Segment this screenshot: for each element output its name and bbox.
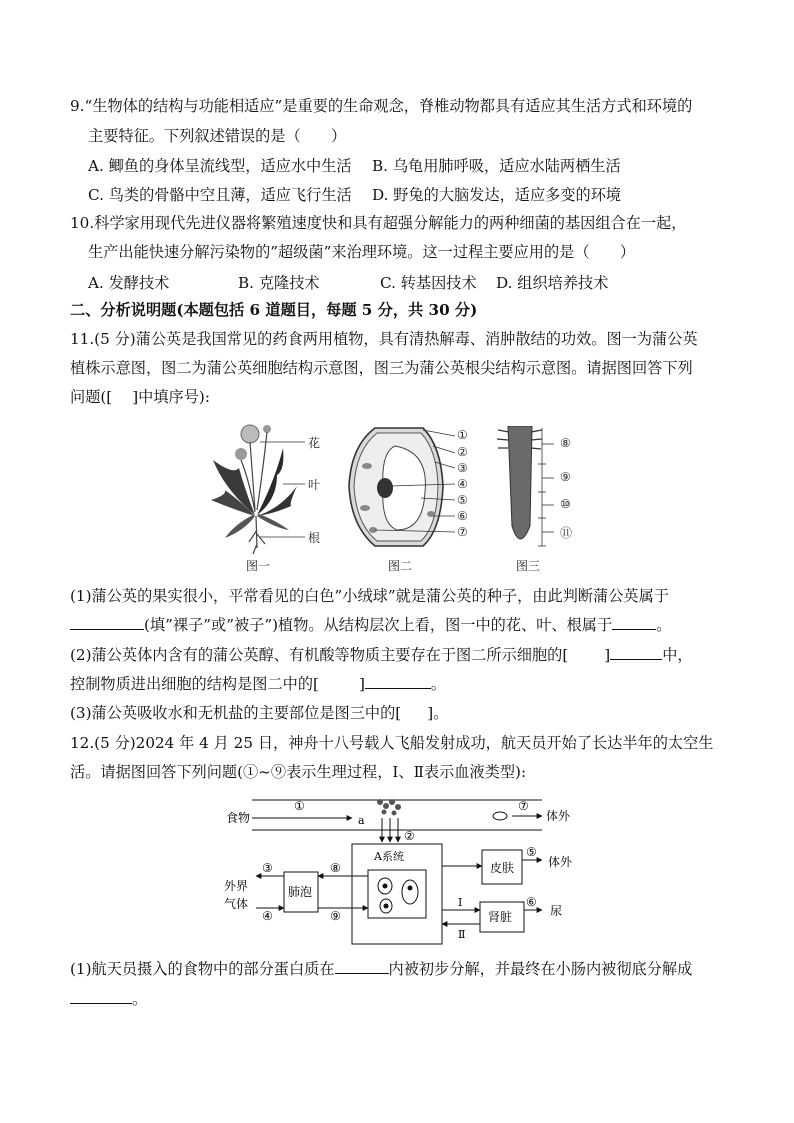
q11-sub2-line1 — [70, 645, 693, 665]
label-outer-gas-1: 外界 — [224, 879, 249, 893]
period: 。 — [132, 990, 148, 1008]
cell-label-6: ⑥ — [457, 509, 468, 523]
answer-blank[interactable] — [335, 959, 389, 974]
leaf — [257, 486, 297, 516]
answer-blank[interactable] — [612, 615, 656, 630]
q9-stem-line1: 9.“生物体的结构与功能相适应”是重要的生命观念，脊椎动物都具有适应其生活方式和环境的 — [70, 97, 693, 115]
flower-head — [241, 425, 259, 443]
chloroplast — [360, 505, 370, 511]
q11-sub3-line — [70, 703, 448, 723]
label-kidney: 肾脏 — [488, 910, 513, 924]
root-label-9: ⑨ — [560, 470, 571, 484]
flower-bud — [235, 448, 247, 460]
q11-sub2-text2: 控制物质进出细胞的结构是图二中的[ — [70, 675, 319, 693]
label-urine: 尿 — [550, 904, 563, 918]
q11-stem-line3 — [70, 387, 210, 407]
chloroplast — [362, 463, 372, 469]
figure-1-caption: 图一 — [246, 559, 271, 573]
label-9: ⑨ — [330, 909, 341, 923]
cell-label-7: ⑦ — [457, 525, 468, 539]
cell-label-5: ⑤ — [457, 493, 468, 507]
q11-sub3-text: (3)蒲公英吸收水和无机盐的主要部位是图三中的[ — [70, 704, 402, 722]
label-system-a: A系统 — [374, 850, 404, 863]
section-2-title: 二、分析说明题(本题包括 6 道题目，每题 5 分，共 30 分) — [70, 301, 478, 319]
q11-sub2-text: (2)蒲公英体内含有的蒲公英醇、有机酸等物质主要存在于图二所示细胞的[ — [70, 646, 569, 664]
label-4: ④ — [262, 909, 273, 923]
cell-label-2: ② — [457, 445, 468, 459]
q10-option-c[interactable]: C. 转基因技术 — [380, 274, 477, 292]
q11-sub1-text: (填”裸子”或”被子”)植物。从结构层次上看，图一中的花、叶、根属于 — [144, 616, 613, 634]
label-leaf: 叶 — [308, 478, 321, 492]
q11-sub1-line1: (1)蒲公英的果实很小，平常看见的白色”小绒球”就是蒲公英的种子，由此判断蒲公英属于 — [70, 587, 669, 605]
label-flower: 花 — [308, 436, 321, 450]
answer-blank[interactable] — [610, 645, 662, 660]
q11-sub3-tail: ]。 — [427, 704, 449, 722]
q11-stem-line3-a: 问题([ — [70, 388, 113, 406]
label-outside-2: 体外 — [548, 855, 573, 869]
label-outside: 体外 — [546, 809, 571, 823]
blood-vessel-box — [368, 870, 426, 918]
q9-option-d[interactable]: D. 野兔的大脑发达，适应多变的环境 — [372, 186, 622, 204]
cell-label-1: ① — [457, 428, 468, 442]
q11-stem-line3-b: ]中填序号): — [132, 388, 210, 406]
root-label-8: ⑧ — [560, 436, 571, 450]
label-6: ⑥ — [526, 895, 537, 909]
q9-option-a[interactable]: A. 鲫鱼的身体呈流线型，适应水中生活 — [88, 157, 352, 175]
label-3: ③ — [262, 861, 273, 875]
label-outer-gas-2: 气体 — [224, 897, 249, 911]
q11-sub1-line2 — [70, 615, 671, 635]
label-7: ⑦ — [518, 799, 529, 813]
label-a: a — [358, 814, 365, 827]
label-alveoli: 肺泡 — [288, 885, 313, 899]
label-blood-II: Ⅱ — [458, 928, 466, 941]
q12-stem-line2: 活。请据图回答下列问题(①~⑨表示生理过程，Ⅰ、Ⅱ表示血液类型): — [70, 763, 527, 781]
bracket: ] — [358, 675, 365, 693]
figure-3-root-tip — [494, 426, 559, 556]
leaf — [225, 515, 255, 538]
root-body — [508, 426, 532, 539]
q10-option-b[interactable]: B. 克隆技术 — [238, 274, 320, 292]
root — [249, 516, 265, 554]
label-1: ① — [294, 799, 305, 813]
cell-label-4: ④ — [457, 477, 468, 491]
period: 。 — [430, 675, 447, 693]
q11-sub2-tail: 中， — [662, 646, 693, 664]
answer-blank[interactable] — [70, 615, 144, 630]
label-blood-I: Ⅰ — [458, 896, 463, 909]
q9-option-c[interactable]: C. 鸟类的骨骼中空且薄，适应飞行生活 — [88, 186, 352, 204]
flower-bud — [263, 425, 271, 433]
q12-sub1-line2 — [70, 989, 147, 1009]
q10-stem-line2: 生产出能快速分解污染物的”超级菌”来治理环境。这一过程主要应用的是（ ） — [88, 243, 636, 261]
figure-2-caption: 图二 — [388, 559, 413, 573]
q10-stem-line1: 10.科学家用现代先进仪器将繁殖速度快和具有超强分解能力的两种细菌的基因组合在一起， — [70, 214, 687, 232]
figure-q12-physiology-diagram — [222, 796, 582, 952]
q10-option-d[interactable]: D. 组织培养技术 — [496, 274, 609, 292]
q12-sub1-text: (1)航天员摄入的食物中的部分蛋白质在 — [70, 960, 335, 978]
label-8: ⑧ — [330, 861, 341, 875]
q11-sub2-line2 — [70, 674, 446, 694]
label-food: 食物 — [226, 811, 251, 825]
label-root: 根 — [308, 531, 321, 545]
q10-option-a[interactable]: A. 发酵技术 — [88, 274, 170, 292]
figure-3-caption: 图三 — [516, 559, 541, 573]
label-2: ② — [404, 829, 415, 843]
cell-label-3: ③ — [457, 461, 468, 475]
q11-stem-line1: 11.(5 分)蒲公英是我国常见的药食两用植物，具有清热解毒、消肿散结的功效。图一为蒲公英 — [70, 330, 698, 348]
nucleus — [377, 478, 393, 498]
label-5: ⑤ — [526, 845, 537, 859]
q11-stem-line2: 植株示意图，图二为蒲公英细胞结构示意图，图三为蒲公英根尖结构示意图。请据图回答下列 — [70, 359, 693, 377]
period: 。 — [656, 616, 672, 634]
q9-option-b[interactable]: B. 乌龟用肺呼吸，适应水陆两栖生活 — [372, 157, 621, 175]
q12-sub1-text2: 内被初步分解，并最终在小肠内被彻底分解成 — [388, 960, 693, 978]
q9-stem-line2: 主要特征。下列叙述错误的是（ ） — [88, 127, 347, 145]
feces — [493, 812, 507, 820]
label-skin: 皮肤 — [490, 861, 515, 875]
answer-blank[interactable] — [365, 674, 431, 689]
bracket: ] — [604, 646, 611, 664]
intestinal-villi — [377, 799, 401, 816]
q12-sub1-line1 — [70, 959, 692, 979]
root-label-11: ⑪ — [560, 526, 573, 540]
q12-stem-line1: 12.(5 分)2024 年 4 月 25 日，神舟十八号载人飞船发射成功，航天员开始了长达半年的太空生 — [70, 734, 714, 752]
answer-blank[interactable] — [70, 989, 132, 1004]
leaf — [257, 514, 289, 530]
root-label-10: ⑩ — [560, 497, 571, 511]
figure-2-plant-cell — [345, 426, 460, 550]
